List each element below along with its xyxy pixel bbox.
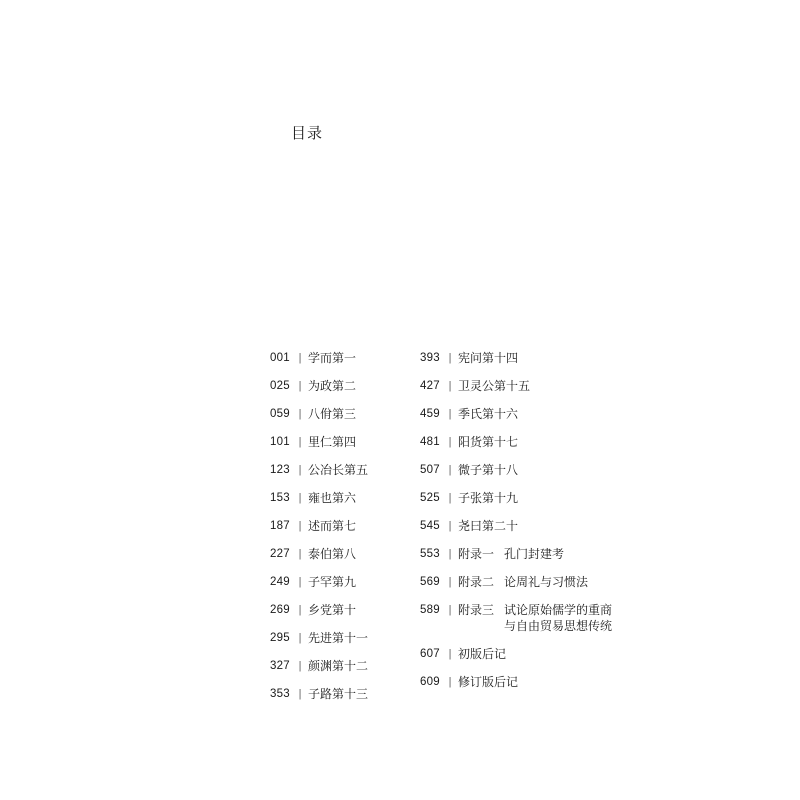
toc-entry[interactable] bbox=[270, 350, 368, 366]
appendix-title bbox=[504, 602, 612, 634]
toc-entry[interactable] bbox=[270, 574, 368, 590]
appendix-heading bbox=[456, 602, 612, 634]
toc-entry[interactable] bbox=[270, 406, 368, 422]
separator: | bbox=[298, 604, 302, 616]
toc-entry[interactable] bbox=[420, 674, 612, 690]
separator: | bbox=[298, 492, 302, 504]
page-number: 001 bbox=[270, 352, 290, 364]
separator: | bbox=[298, 408, 302, 420]
chapter-title: 阳货第十七 bbox=[458, 435, 519, 449]
toc-left-column bbox=[270, 350, 368, 714]
separator: | bbox=[448, 352, 452, 364]
chapter-title: 子罕第九 bbox=[308, 575, 357, 589]
separator: | bbox=[298, 380, 302, 392]
appendix-label: 附录二 bbox=[458, 575, 495, 589]
chapter-title: 公冶长第五 bbox=[308, 463, 369, 477]
page-number: 327 bbox=[270, 660, 290, 672]
chapter-title: 先进第十一 bbox=[308, 631, 369, 645]
chapter-title: 季氏第十六 bbox=[458, 407, 519, 421]
separator: | bbox=[298, 688, 302, 700]
appendix-title bbox=[504, 546, 564, 562]
toc-entry[interactable] bbox=[270, 518, 368, 534]
appendix-title-line: 孔门封建考 bbox=[504, 547, 565, 561]
separator: | bbox=[298, 548, 302, 560]
appendix-label: 附录三 bbox=[458, 603, 495, 617]
chapter-title: 述而第七 bbox=[308, 519, 357, 533]
page-number: 545 bbox=[420, 520, 440, 532]
chapter-title: 尧曰第二十 bbox=[458, 519, 519, 533]
separator: | bbox=[448, 648, 452, 660]
chapter-title: 里仁第四 bbox=[308, 435, 357, 449]
toc-entry[interactable] bbox=[270, 686, 368, 702]
toc-entry[interactable] bbox=[420, 462, 612, 478]
chapter-title: 卫灵公第十五 bbox=[458, 379, 531, 393]
chapter-title: 子路第十三 bbox=[308, 687, 369, 701]
page-number: 589 bbox=[420, 604, 440, 616]
toc-entry[interactable] bbox=[270, 630, 368, 646]
separator: | bbox=[448, 520, 452, 532]
toc-entry[interactable] bbox=[420, 518, 612, 534]
appendix-title-line: 论周礼与习惯法 bbox=[504, 575, 589, 589]
separator: | bbox=[298, 352, 302, 364]
page-number: 249 bbox=[270, 576, 290, 588]
page-number: 353 bbox=[270, 688, 290, 700]
separator: | bbox=[448, 436, 452, 448]
toc-entry[interactable] bbox=[270, 378, 368, 394]
chapter-title: 学而第一 bbox=[308, 351, 357, 365]
chapter-title: 泰伯第八 bbox=[308, 547, 357, 561]
separator: | bbox=[448, 548, 452, 560]
separator: | bbox=[298, 660, 302, 672]
page-number: 187 bbox=[270, 520, 290, 532]
toc-entry[interactable] bbox=[270, 602, 368, 618]
toc-entry[interactable] bbox=[270, 462, 368, 478]
page-number: 123 bbox=[270, 464, 290, 476]
chapter-title: 修订版后记 bbox=[458, 675, 519, 689]
appendix-row bbox=[458, 546, 564, 562]
appendix-heading bbox=[456, 546, 564, 562]
toc-appendix-entry[interactable] bbox=[420, 574, 612, 590]
chapter-title: 初版后记 bbox=[458, 647, 507, 661]
chapter-title: 雍也第六 bbox=[308, 491, 357, 505]
page-number: 025 bbox=[270, 380, 290, 392]
appendix-label: 附录一 bbox=[458, 547, 495, 561]
page-number: 481 bbox=[420, 436, 440, 448]
appendix-title-line: 试论原始儒学的重商 bbox=[504, 603, 613, 617]
appendix-row bbox=[458, 574, 588, 590]
chapter-title: 颜渊第十二 bbox=[308, 659, 369, 673]
separator: | bbox=[448, 464, 452, 476]
separator: | bbox=[448, 676, 452, 688]
chapter-title: 为政第二 bbox=[308, 379, 357, 393]
toc-entry[interactable] bbox=[270, 434, 368, 450]
toc-right-column bbox=[420, 350, 612, 702]
separator: | bbox=[298, 464, 302, 476]
page-number: 427 bbox=[420, 380, 440, 392]
page-title: 目录 bbox=[291, 124, 324, 142]
chapter-title: 八佾第三 bbox=[308, 407, 357, 421]
page-number: 525 bbox=[420, 492, 440, 504]
separator: | bbox=[448, 604, 452, 616]
page-number: 059 bbox=[270, 408, 290, 420]
appendix-heading bbox=[456, 574, 588, 590]
toc-entry[interactable] bbox=[420, 350, 612, 366]
toc-entry[interactable] bbox=[270, 546, 368, 562]
separator: | bbox=[448, 408, 452, 420]
page-number: 227 bbox=[270, 548, 290, 560]
separator: | bbox=[298, 576, 302, 588]
separator: | bbox=[298, 436, 302, 448]
page-number: 101 bbox=[270, 436, 290, 448]
separator: | bbox=[298, 520, 302, 532]
page-number: 393 bbox=[420, 352, 440, 364]
toc-appendix-entry[interactable] bbox=[420, 602, 612, 634]
page-number: 553 bbox=[420, 548, 440, 560]
appendix-title-line: 与自由贸易思想传统 bbox=[504, 619, 613, 633]
separator: | bbox=[448, 576, 452, 588]
toc-entry[interactable] bbox=[420, 646, 612, 662]
appendix-title bbox=[504, 574, 588, 590]
toc-entry[interactable] bbox=[420, 406, 612, 422]
page-number: 569 bbox=[420, 576, 440, 588]
toc-entry[interactable] bbox=[270, 490, 368, 506]
page-number: 609 bbox=[420, 676, 440, 688]
chapter-title: 微子第十八 bbox=[458, 463, 519, 477]
page-number: 269 bbox=[270, 604, 290, 616]
toc-entry[interactable] bbox=[420, 434, 612, 450]
page-number: 153 bbox=[270, 492, 290, 504]
page-number: 295 bbox=[270, 632, 290, 644]
toc-entry[interactable] bbox=[420, 378, 612, 394]
toc-entry[interactable] bbox=[270, 658, 368, 674]
page-number: 607 bbox=[420, 648, 440, 660]
appendix-row bbox=[458, 602, 612, 634]
separator: | bbox=[298, 632, 302, 644]
page-number: 459 bbox=[420, 408, 440, 420]
chapter-title: 子张第十九 bbox=[458, 491, 519, 505]
toc-appendix-entry[interactable] bbox=[420, 546, 612, 562]
page-number: 507 bbox=[420, 464, 440, 476]
chapter-title: 宪问第十四 bbox=[458, 351, 519, 365]
separator: | bbox=[448, 380, 452, 392]
toc-entry[interactable] bbox=[420, 490, 612, 506]
chapter-title: 乡党第十 bbox=[308, 603, 357, 617]
separator: | bbox=[448, 492, 452, 504]
